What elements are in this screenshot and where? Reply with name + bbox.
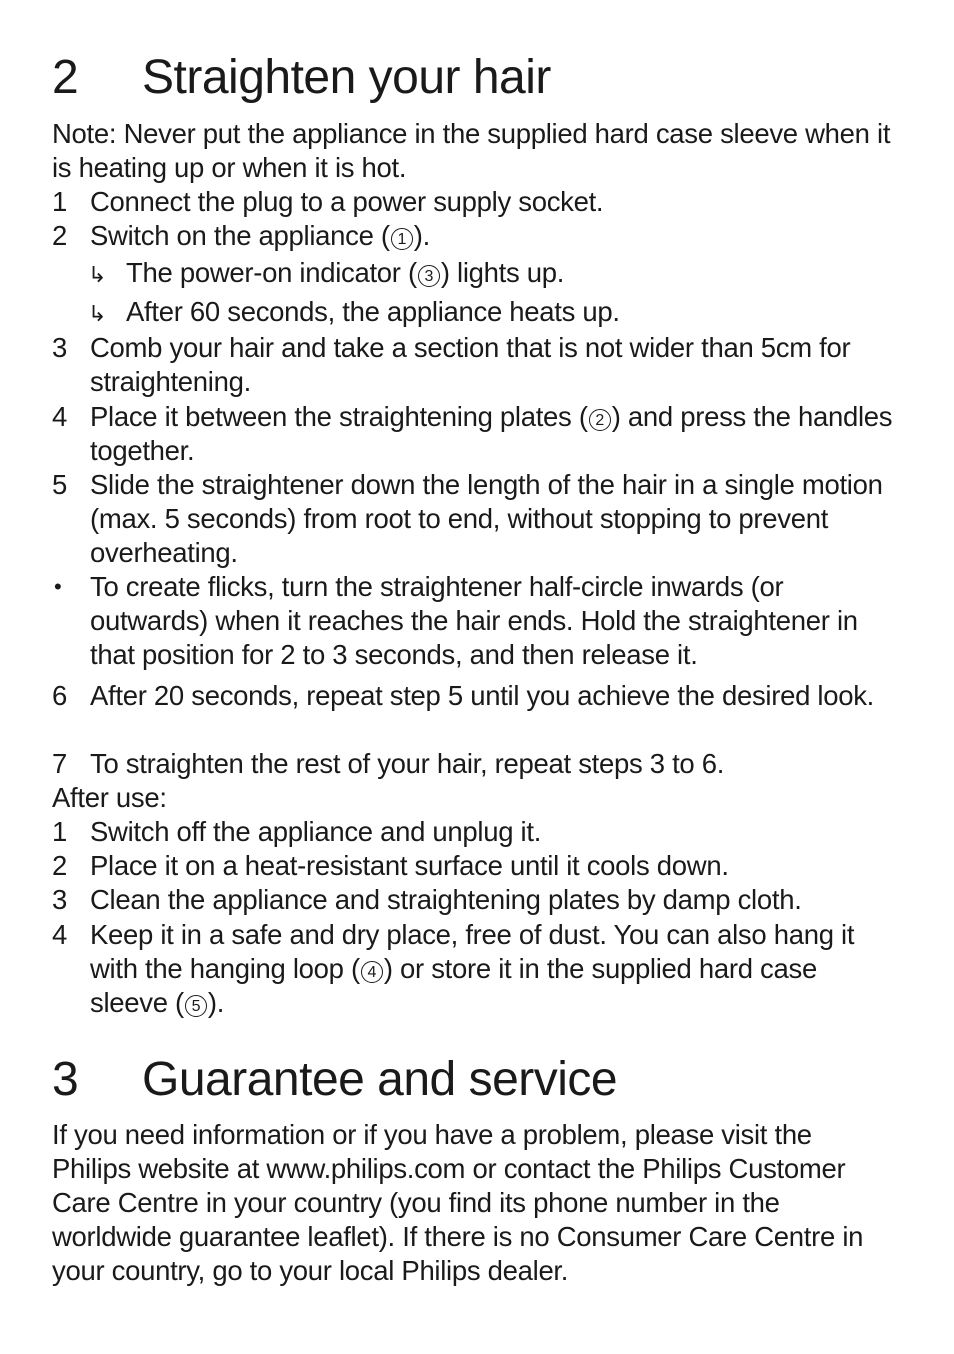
- step-text: To straighten the rest of your hair, repeat steps 3 to 6.: [90, 748, 725, 779]
- step-text-post: ).: [413, 220, 430, 251]
- circled-number-icon: 4: [361, 961, 383, 983]
- after-step-4: [52, 918, 894, 1020]
- circled-number-icon: 1: [391, 228, 413, 250]
- circled-number-icon: 3: [418, 265, 440, 287]
- step-text: [90, 918, 894, 1020]
- step-text: Comb your hair and take a section that is not wider than 5cm for straightening.: [90, 332, 851, 397]
- step-4: [52, 400, 894, 468]
- step-7: [52, 747, 894, 781]
- step-number: 2: [52, 220, 67, 251]
- section-number: 2: [52, 51, 79, 104]
- step-number: 1: [52, 816, 67, 847]
- step-text-post: ).: [207, 987, 225, 1018]
- step-text: After 20 seconds, repeat step 5 until you achieve the desired look.: [90, 680, 875, 711]
- after-use-heading: [52, 781, 894, 815]
- step-text-pre: Keep it in a safe and dry place, free of dust. You can also hang it with the hanging loop (: [90, 919, 855, 984]
- step-text: Connect the plug to a power supply socket.: [90, 186, 604, 217]
- after-use-label: After use: [52, 782, 160, 813]
- after-use-colon: :: [159, 782, 167, 813]
- after-step-1: [52, 815, 894, 849]
- result-arrow-icon: ↳: [88, 262, 107, 287]
- result-text-post: ) lights up.: [440, 257, 565, 288]
- step-text: Place it on a heat-resistant surface until it cools down.: [90, 850, 729, 881]
- step-text-pre: Place it between the straightening plates (: [90, 401, 588, 432]
- section-title: Straighten your hair: [142, 51, 551, 104]
- step-text: [90, 219, 894, 253]
- note-paragraph: [52, 117, 894, 185]
- step-number: 6: [52, 680, 67, 711]
- step-number: 5: [52, 469, 67, 500]
- step-5: [52, 468, 894, 570]
- step-text-mid: ) or store it in the supplied hard case sleeve (: [90, 953, 817, 1018]
- step-number: 4: [52, 919, 67, 950]
- flicks-tip: [52, 570, 894, 672]
- guarantee-paragraph: If you need information or if you have a problem, please visit the Philips website at www.philips.com or contact the Philips Customer Care Centre in your country (you find its phone number in the worldwide guarantee leaflet). If there is no Consumer Care Centre in your country, go to your local Philips dealer.: [52, 1119, 864, 1286]
- step-text-post: ) and press the handles together.: [90, 401, 893, 466]
- step-number: 3: [52, 332, 67, 363]
- step-number: 2: [52, 850, 67, 881]
- step-1: [52, 185, 894, 219]
- result-arrow-icon: ↳: [88, 301, 107, 326]
- circled-number-icon: 5: [185, 995, 207, 1017]
- step-number: 1: [52, 186, 67, 217]
- step-text: Slide the straightener down the length of the hair in a single motion (max. 5 seconds) from root to end, without stopping to prevent overheating.: [90, 469, 883, 568]
- result-text: After 60 seconds, the appliance heats up.: [126, 296, 620, 327]
- bullet-icon: •: [54, 574, 62, 599]
- step-6: [52, 679, 894, 713]
- step-text: Switch off the appliance and unplug it.: [90, 816, 542, 847]
- step-number: 4: [52, 401, 67, 432]
- note-label: Note:: [52, 118, 117, 149]
- step-text: Clean the appliance and straightening plates by damp cloth.: [90, 884, 802, 915]
- result-power-indicator: [88, 256, 564, 292]
- section-heading-straighten: [52, 50, 551, 106]
- step-2: [52, 219, 894, 253]
- result-heats-up: [88, 295, 620, 331]
- step-text: [90, 400, 894, 468]
- step-number: 3: [52, 884, 67, 915]
- after-step-3: [52, 883, 894, 917]
- after-step-2: [52, 849, 894, 883]
- section-title: Guarantee and service: [142, 1053, 618, 1106]
- step-3: [52, 331, 894, 399]
- tip-text: To create flicks, turn the straightener half-circle inwards (or outwards) when it reaches the hair ends. Hold the straightener in that position for 2 to 3 seconds, and then release it.: [90, 571, 858, 670]
- result-text-pre: The power-on indicator (: [126, 257, 417, 288]
- step-number: 7: [52, 748, 67, 779]
- section-number: 3: [52, 1053, 79, 1106]
- step-text-pre: Switch on the appliance (: [90, 220, 390, 251]
- note-text: Never put the appliance in the supplied hard case sleeve when it is heating up or when it is hot.: [52, 118, 891, 183]
- section-heading-guarantee: [52, 1052, 617, 1108]
- circled-number-icon: 2: [589, 409, 611, 431]
